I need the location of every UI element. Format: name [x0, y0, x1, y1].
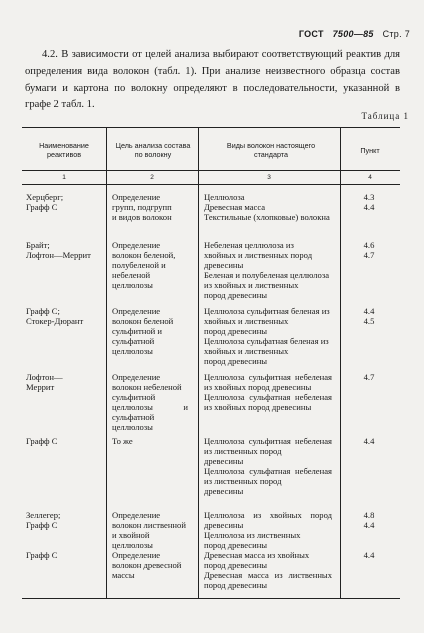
- reagent-cell: Херцберг; Графф С: [26, 192, 64, 212]
- reagent-cell: Графф С: [26, 550, 58, 560]
- column-divider: [340, 128, 341, 598]
- clause-cell: 4.3 4.4: [363, 192, 375, 212]
- purpose-cell: Определение волокон беленой, полубеленой и небеленой целлюлозы: [112, 240, 176, 290]
- standard-number: 7500—85: [332, 29, 374, 39]
- clause-cell: 4.8 4.4: [363, 510, 375, 530]
- header-fibers: Виды волокон настоящего стандарта: [226, 141, 316, 159]
- fibers-cell: Целлюлоза из хвойных пород древесины Целлюлоза из лиственных пород древесины: [204, 510, 332, 550]
- header-clause: Пункт: [360, 145, 380, 155]
- column-number: 2: [150, 174, 154, 181]
- header-separator: [22, 170, 400, 171]
- reagent-cell: Брайт; Лофтон—Меррит: [26, 240, 91, 260]
- fibers-cell: Древесная масса из хвойных пород древесины Древесная масса из лиственных пород древесины: [204, 550, 332, 590]
- fibers-cell: Целлюлоза сульфитная небеленая из лиственных пород древесины Целлюлоза сульфатная небеленая из лиственных пород древесины: [204, 436, 332, 496]
- reagent-cell: Графф С: [26, 436, 58, 446]
- fibers-cell: Целлюлоза сульфитная небеленая из хвойных пород древесины Целлюлоза сульфатная небеленая из хвойных пород древесины: [204, 372, 332, 412]
- fiber-analysis-table: [22, 127, 400, 599]
- clause-cell: 4.4: [363, 436, 375, 446]
- column-divider: [198, 128, 199, 598]
- clause-cell: 4.4: [363, 550, 375, 560]
- purpose-cell: Определение групп, подгрупп и видов волокон: [112, 192, 172, 222]
- page-number: Стр. 7: [382, 29, 410, 39]
- purpose-cell: Определение волокон небеленой сульфитной целлюлозы и сульфатной целлюлозы: [112, 372, 188, 432]
- numbering-separator: [22, 184, 400, 185]
- reagent-cell: Графф С; Стокер-Дюрант: [26, 306, 84, 326]
- table-label: Таблица 1: [361, 111, 409, 121]
- clause-cell: 4.4 4.5: [363, 306, 375, 326]
- reagent-cell: Зеллегер; Графф С: [26, 510, 61, 530]
- standard-name: ГОСТ: [298, 29, 324, 39]
- intro-paragraph: 4.2. В зависимости от целей анализа выбирают соответствующий реактив для определения вида волокон (табл. 1). При анализе неизвестного образца состав бумаги и картона по волокну определяют в последовательности, указанной в графе 2 табл. 1.: [25, 49, 400, 111]
- purpose-cell: Определение волокон древесной массы: [112, 550, 182, 580]
- clause-cell: 4.6 4.7: [363, 240, 375, 260]
- purpose-cell: То же: [112, 436, 133, 446]
- header-purpose: Цель анализа состава по волокну: [115, 141, 191, 159]
- intro-section: [25, 47, 400, 114]
- column-number: 4: [368, 174, 372, 181]
- reagent-cell: Лофтон— Меррит: [26, 372, 63, 392]
- column-divider: [106, 128, 107, 598]
- purpose-cell: Определение волокон лиственной и хвойной целлюлозы: [112, 510, 186, 550]
- page-header: [299, 29, 410, 39]
- purpose-cell: Определение волокон беленой сульфитной и сульфатной целлюлозы: [112, 306, 174, 356]
- clause-cell: 4.7: [363, 372, 375, 382]
- column-number: 3: [267, 174, 271, 181]
- fibers-cell: Целлюлоза Древесная масса Текстильные (хлопковые) волокна: [204, 192, 330, 222]
- fibers-cell: Небеленая целлюлоза из хвойных и лиственных пород древесины Беленая и полубеленая целлюлоза из хвойных и лиственных пород древесины: [204, 240, 330, 300]
- header-reagent: Наименование реактивов: [39, 141, 89, 159]
- column-number: 1: [62, 174, 66, 181]
- fibers-cell: Целлюлоза сульфитная беленая из хвойных и лиственных пород древесины Целлюлоза сульфатная беленая из хвойных и лиственных пород древесины: [204, 306, 330, 366]
